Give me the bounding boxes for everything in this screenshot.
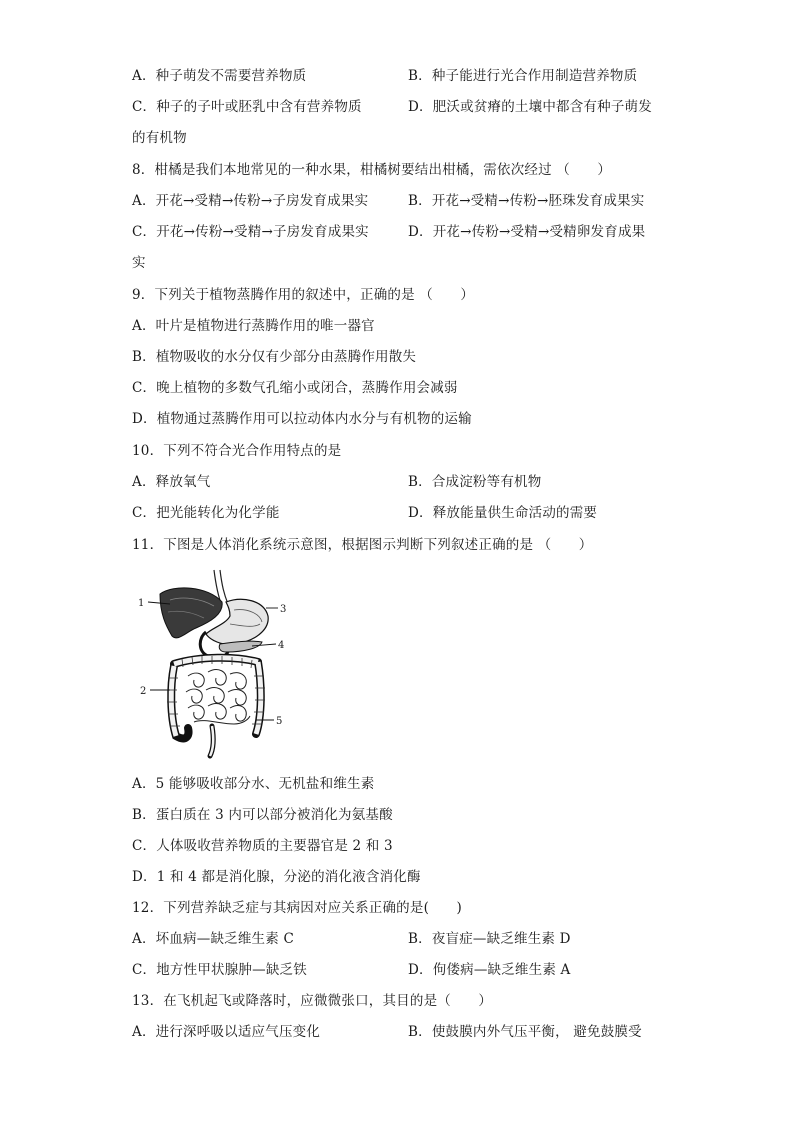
q8-option-c: C．开花→传粉→受精→子房发育成果实: [132, 224, 369, 240]
q7-option-b: B．种子能进行光合作用制造营养物质: [408, 68, 638, 84]
q8-option-a: A．开花→受精→传粉→子房发育成果实: [132, 193, 369, 209]
q12-option-c: C．地方性甲状腺肿—缺乏铁: [132, 962, 307, 978]
q11-option-b: B．蛋白质在 3 内可以部分被消化为氨基酸: [132, 807, 393, 823]
q10-option-c: C．把光能转化为化学能: [132, 505, 280, 521]
q10-stem: 10．下列不符合光合作用特点的是: [132, 443, 342, 459]
diagram-label-1: 1: [138, 598, 145, 609]
q10-option-a: A．释放氧气: [132, 474, 211, 490]
q9-option-d: D．植物通过蒸腾作用可以拉动体内水分与有机物的运输: [132, 411, 472, 427]
q13-stem: 13．在飞机起飞或降落时，应微微张口，其目的是（ ）: [132, 993, 493, 1009]
q11-stem: 11．下图是人体消化系统示意图，根据图示判断下列叙述正确的是 （ ）: [132, 537, 593, 553]
q10-option-d: D．释放能量供生命活动的需要: [408, 505, 598, 521]
q7-option-a: A．种子萌发不需要营养物质: [132, 68, 307, 84]
q13-option-b: B．使鼓膜内外气压平衡， 避免鼓膜受: [408, 1024, 642, 1040]
diagram-label-4: 4: [278, 640, 285, 651]
q8-option-b: B．开花→受精→传粉→胚珠发育成果实: [408, 193, 645, 209]
q13-option-a: A．进行深呼吸以适应气压变化: [132, 1024, 321, 1040]
q9-stem: 9．下列关于植物蒸腾作用的叙述中，正确的是 （ ）: [132, 287, 475, 303]
q9-option-a: A．叶片是植物进行蒸腾作用的唯一器官: [132, 318, 375, 334]
q8-option-d-continued: 实: [132, 255, 146, 271]
q8-stem: 8．柑橘是我们本地常见的一种水果，柑橘树要结出柑橘，需依次经过 （ ）: [132, 162, 612, 178]
diagram-label-2: 2: [140, 686, 147, 697]
q7-option-d: D．肥沃或贫瘠的土壤中都含有种子萌发: [408, 99, 652, 115]
q12-option-d: D．佝偻病—缺乏维生素 A: [408, 962, 571, 978]
q8-option-d: D．开花→传粉→受精→受精卵发育成果: [408, 224, 646, 240]
q9-option-b: B．植物吸收的水分仅有少部分由蒸腾作用散失: [132, 349, 417, 365]
q7-option-c: C．种子的子叶或胚乳中含有营养物质: [132, 99, 362, 115]
q11-option-d: D．1 和 4 都是消化腺，分泌的消化液含消化酶: [132, 869, 421, 885]
q10-option-b: B．合成淀粉等有机物: [408, 474, 542, 490]
q12-stem: 12．下列营养缺乏症与其病因对应关系正确的是( ): [132, 900, 462, 916]
diagram-label-5: 5: [276, 716, 283, 727]
q12-option-a: A．坏血病—缺乏维生素 C: [132, 931, 294, 947]
q7-option-d-continued: 的有机物: [132, 130, 187, 146]
q12-option-b: B．夜盲症—缺乏维生素 D: [408, 931, 571, 947]
q11-option-c: C．人体吸收营养物质的主要器官是 2 和 3: [132, 838, 393, 854]
q11-option-a: A．5 能够吸收部分水、无机盐和维生素: [132, 776, 375, 792]
digestive-system-diagram: [130, 566, 300, 762]
diagram-label-3: 3: [280, 604, 287, 615]
q9-option-c: C．晚上植物的多数气孔缩小或闭合，蒸腾作用会减弱: [132, 380, 458, 396]
